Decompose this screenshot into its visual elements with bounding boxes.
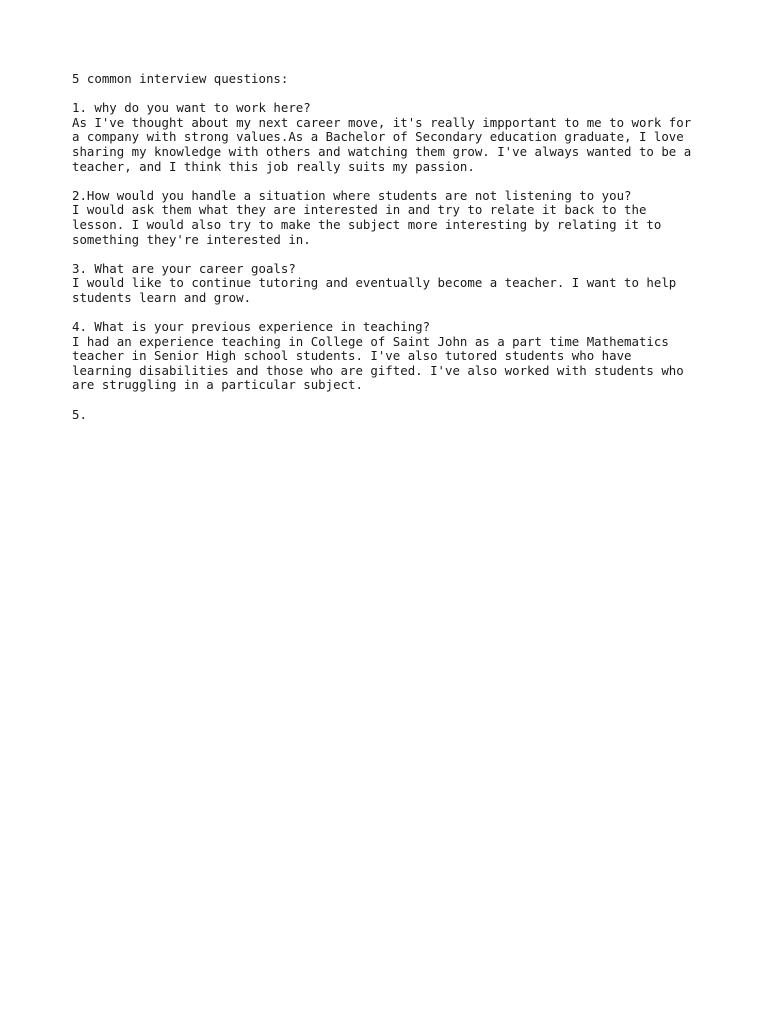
answer-2-line-1: I would ask them what they are interested in and try to relate it back to the xyxy=(72,202,647,218)
answer-2-line-2: lesson. I would also try to make the subject more interesting by relating it to xyxy=(72,216,662,232)
document-title: 5 common interview questions: xyxy=(72,71,289,86)
answer-3-line-2: students learn and grow. xyxy=(72,289,252,305)
answer-4-line-4: are struggling in a particular subject. xyxy=(72,377,363,393)
qa-item-1 xyxy=(72,101,712,174)
document-body xyxy=(72,72,712,437)
answer-1-line-4: teacher, and I think this job really suits my passion. xyxy=(72,158,475,174)
question-1: 1. why do you want to work here? xyxy=(72,100,311,116)
answer-2-line-3: something they're interested in. xyxy=(72,231,311,247)
qa-item-5 xyxy=(72,408,712,423)
answer-3-line-1: I would like to continue tutoring and eventually become a teacher. I want to help xyxy=(72,275,677,291)
answer-1-line-2: a company with strong values.As a Bachelor of Secondary education graduate, I love xyxy=(72,129,684,145)
answer-4-line-3: learning disabilities and those who are gifted. I've also worked with students who xyxy=(72,362,684,378)
answer-1-line-3: sharing my knowledge with others and watching them grow. I've always wanted to be a xyxy=(72,143,692,159)
qa-item-4 xyxy=(72,320,712,393)
answer-4-line-1: I had an experience teaching in College of Saint John as a part time Mathematics xyxy=(72,333,669,349)
answer-4-line-2: teacher in Senior High school students. I've also tutored students who have xyxy=(72,348,632,364)
answer-1-line-1: As I've thought about my next career move, it's really impportant to me to work for xyxy=(72,114,692,130)
qa-item-3 xyxy=(72,262,712,306)
qa-item-2 xyxy=(72,189,712,247)
question-3: 3. What are your career goals? xyxy=(72,260,296,276)
question-2: 2.How would you handle a situation where students are not listening to you? xyxy=(72,187,632,203)
question-5: 5. xyxy=(72,406,87,422)
question-4: 4. What is your previous experience in teaching? xyxy=(72,319,431,335)
